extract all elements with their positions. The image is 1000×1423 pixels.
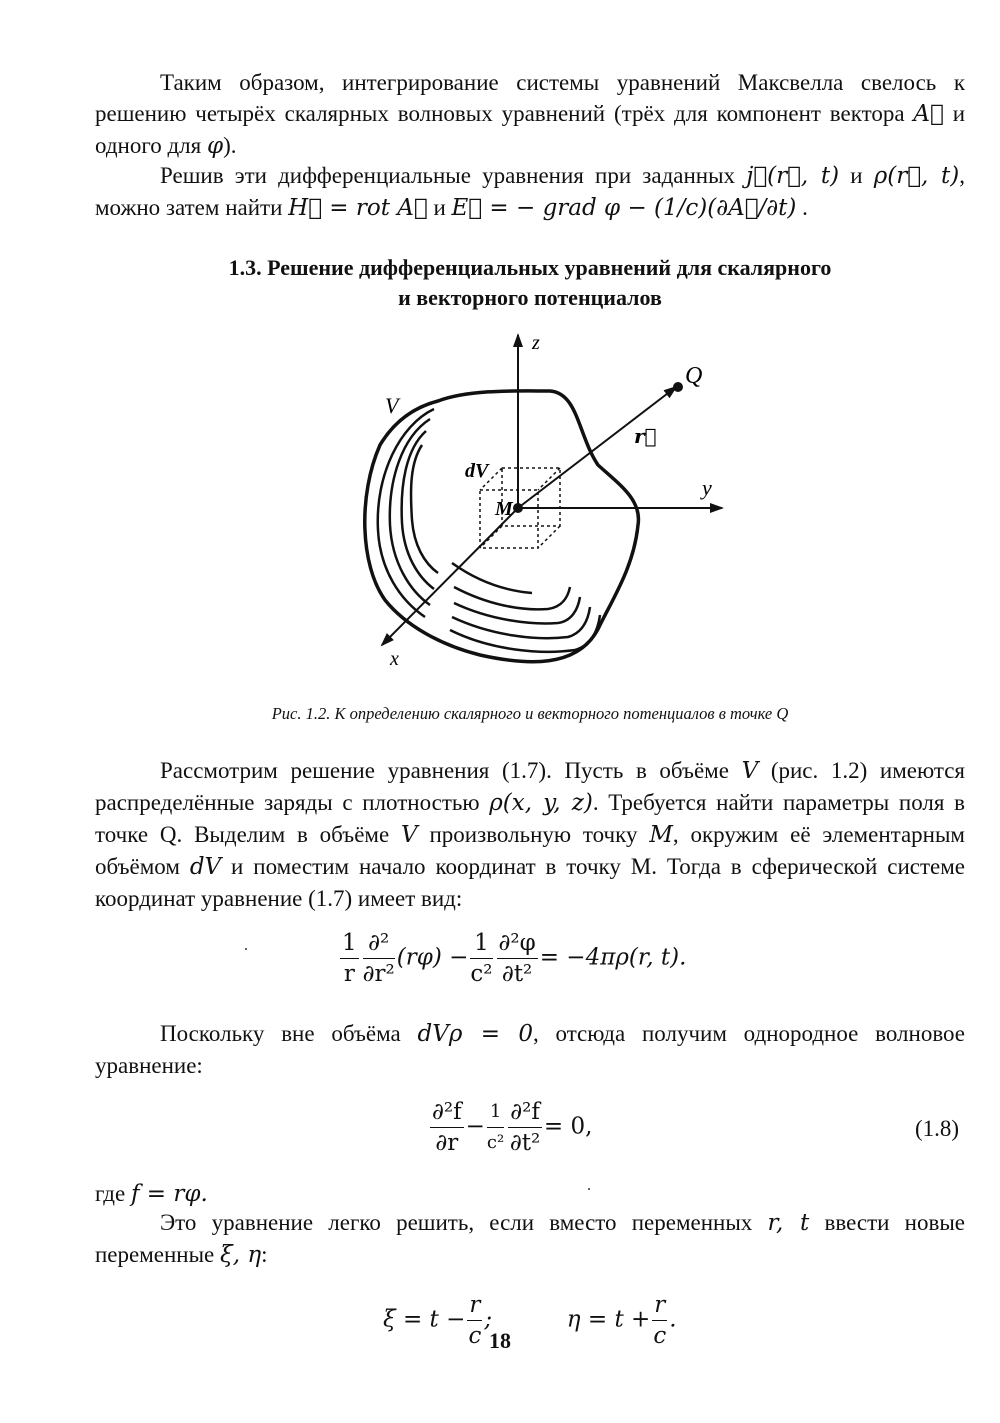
equation-text: − (465, 1113, 485, 1140)
text: и одного для (95, 101, 966, 158)
figure-caption: Рис. 1.2. К определению скалярного и векторного потенциалов в точке Q (271, 704, 789, 723)
speck (245, 948, 247, 950)
math-vars: r, t (767, 1210, 810, 1236)
fraction (363, 928, 395, 989)
section-heading (95, 253, 965, 313)
equation-text: = 0, (543, 1113, 593, 1140)
fraction (430, 1097, 464, 1158)
shading-curve (454, 597, 580, 623)
text: где (95, 1181, 131, 1206)
math-V: V (741, 758, 759, 784)
denominator: ∂t² (509, 1130, 541, 1156)
denominator: c² (486, 1132, 505, 1153)
shading-curve (452, 563, 532, 593)
shading-curve (411, 445, 438, 573)
label-M: M (495, 498, 513, 520)
section-title-line-1: 1.3. Решение дифференциальных уравнений для скалярного (228, 255, 832, 280)
math-H: H⃗ = rot A⃗ (288, 195, 428, 221)
text: , отсюда получим однородное волновое уравнение: (95, 1021, 966, 1078)
text: ввести новые переменные (95, 1210, 965, 1267)
math-vars: ξ, η (220, 1242, 262, 1268)
text: Таким образом, интегрирование системы уравнений Максвелла свелось к решению четырёх скалярных волновых уравнений (трёх для компонент вектора (95, 70, 965, 126)
denominator: ∂r² (362, 961, 395, 987)
text: . (796, 195, 808, 220)
label-V: V (385, 393, 399, 418)
text: (рис. 1.2) имеются распределённые заряды с плотностью (95, 758, 965, 815)
equation-text: ; (484, 1306, 493, 1333)
denominator: c (468, 1323, 482, 1349)
text: : (261, 1242, 268, 1267)
math-E: E⃗ = − grad φ − (1/c)(∂A⃗/∂t) (451, 195, 797, 221)
fraction (508, 1097, 542, 1158)
point-M (513, 503, 523, 513)
equation-text: = −4πρ(r, t). (539, 944, 687, 971)
text: Решив эти дифференциальные уравнения при заданных (160, 163, 747, 188)
equation-text: ξ = t − (383, 1306, 466, 1333)
denominator: r (343, 961, 355, 987)
denominator: ∂t² (501, 961, 533, 987)
math-rho: ρ(r⃗, t) (873, 163, 960, 189)
label-dV: dV (465, 460, 489, 482)
paragraph-4 (95, 1018, 965, 1081)
paragraph-1 (95, 67, 965, 162)
equation-2 (428, 1097, 592, 1158)
math-vector-A: A⃗ (913, 101, 944, 127)
text: и (839, 163, 874, 188)
denominator: c² (470, 961, 493, 987)
numerator: 1 (470, 928, 492, 959)
text: и (427, 195, 452, 220)
numerator: r (652, 1290, 667, 1321)
text: , окружим её элементарным объёмом (95, 822, 965, 879)
text: и поместим начало координат в точку M. Тогда в сферической системе координат уравнение (1.7) имеет вид: (95, 854, 965, 911)
text: . Требуется найти параметры поля в точке Q. Выделим в объёме (95, 790, 966, 847)
equation-text: . (669, 1306, 677, 1333)
paragraph-3 (95, 755, 965, 914)
text: , можно затем найти (95, 163, 965, 220)
equation-number: (1.8) (915, 1116, 960, 1141)
math-expr: dVρ = 0 (417, 1021, 533, 1047)
text: произвольную точку (417, 822, 650, 847)
page-number: 18 (489, 1328, 511, 1353)
speck (588, 1188, 590, 1190)
math-j: j⃗(r⃗, t) (746, 163, 840, 189)
shading-curve (378, 409, 434, 617)
label-Q: Q (685, 363, 703, 389)
fraction (340, 928, 359, 989)
numerator: 1 (340, 928, 359, 959)
figure-1-2 (330, 325, 730, 675)
math-dV: dV (189, 854, 222, 880)
numerator: 1 (487, 1097, 504, 1128)
text: ). (223, 133, 237, 158)
text: Поскольку вне объёма (160, 1021, 418, 1046)
label-z: z (532, 332, 540, 354)
numerator: r (467, 1290, 482, 1321)
point-Q (673, 382, 683, 392)
denominator: ∂r (435, 1130, 459, 1156)
paragraph-2 (95, 160, 965, 224)
fraction (470, 928, 492, 989)
paragraph-5 (95, 1178, 965, 1210)
numerator: ∂² (363, 928, 395, 959)
math-expr: f = rφ. (130, 1181, 208, 1207)
label-y: y (702, 475, 712, 500)
paragraph-6 (95, 1207, 965, 1271)
label-x: x (390, 648, 399, 670)
fraction (497, 928, 538, 989)
math-rho-xyz: ρ(x, y, z) (489, 790, 593, 816)
denominator: c (653, 1323, 667, 1349)
math-phi: φ (206, 133, 224, 159)
math-V: V (401, 822, 418, 848)
text: Это уравнение легко решить, если вместо переменных (160, 1210, 768, 1235)
label-r: r⃗ (634, 424, 657, 448)
numerator: ∂²φ (497, 928, 538, 959)
equation-text: (rφ) − (396, 944, 469, 971)
equation-text: η = t + (566, 1306, 651, 1333)
numerator: ∂²f (430, 1097, 464, 1128)
fraction (487, 1097, 504, 1158)
section-title-line-2: и векторного потенциалов (398, 285, 662, 310)
text: Рассмотрим решение уравнения (1.7). Пусть в объёме (160, 758, 742, 783)
equation-1 (338, 928, 686, 989)
math-M: M (649, 822, 673, 848)
numerator: ∂²f (508, 1097, 542, 1128)
